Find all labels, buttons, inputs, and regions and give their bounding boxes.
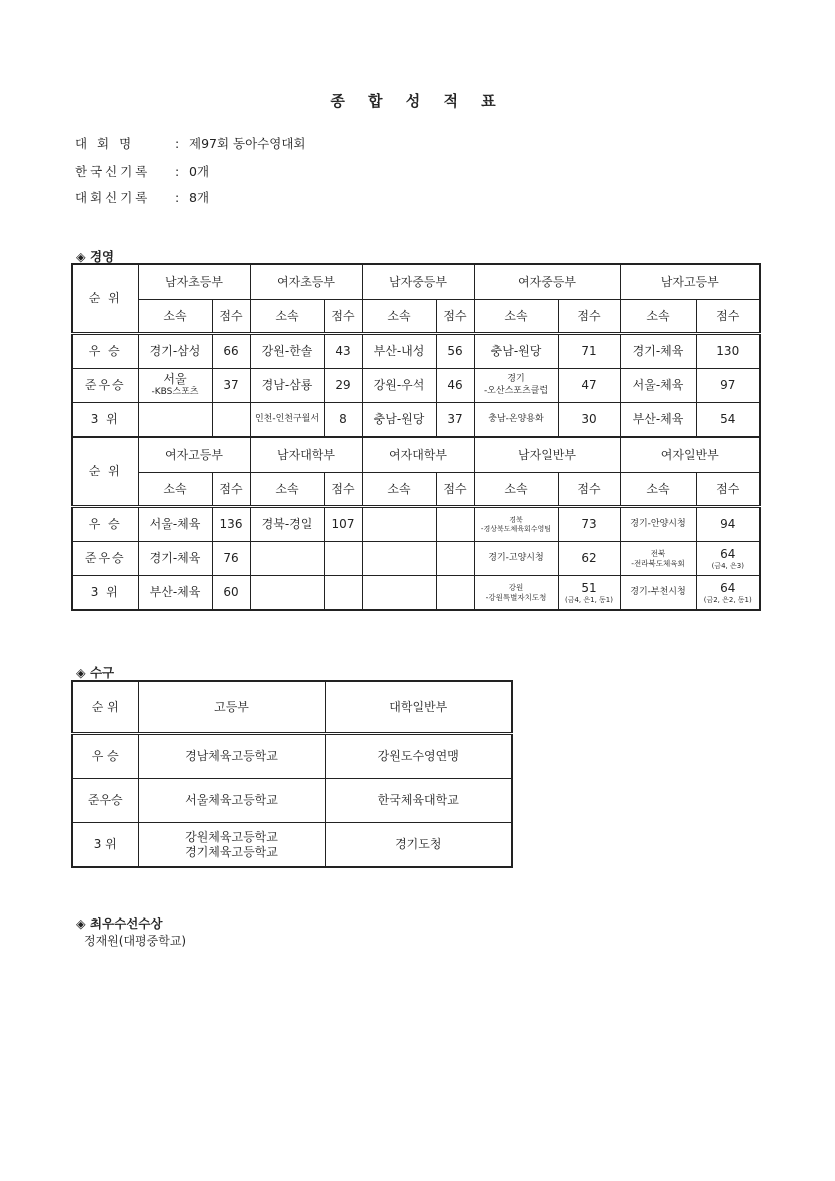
group-header: 남자고등부 bbox=[620, 264, 760, 300]
score-cell bbox=[558, 576, 620, 611]
team-cell: 서울체육고등학교 bbox=[138, 779, 325, 823]
team-cell: 경기-부천시청 bbox=[620, 576, 696, 611]
info-label: 대회신기록 bbox=[75, 190, 151, 205]
team-cell: 경기-체육 bbox=[620, 334, 696, 369]
team-cell: 부산-체육 bbox=[620, 403, 696, 438]
waterpolo-results-table bbox=[71, 680, 513, 868]
score-cell: 60 bbox=[212, 576, 250, 611]
score-cell: 62 bbox=[558, 542, 620, 576]
group-header: 여자중등부 bbox=[474, 264, 620, 300]
score-value: 64 bbox=[720, 580, 736, 595]
info-row-meet-record bbox=[75, 188, 209, 206]
score-cell: 46 bbox=[436, 369, 474, 403]
score-cell bbox=[324, 542, 362, 576]
team-cell: 한국체육대학교 bbox=[325, 779, 512, 823]
mvp-section-title: ◈ 최우수선수상 bbox=[76, 916, 163, 931]
division-header: 대학일반부 bbox=[325, 681, 512, 734]
team-line: 경기체육고등학교 bbox=[185, 844, 278, 859]
score-cell: 54 bbox=[696, 403, 760, 438]
score-header: 점수 bbox=[436, 300, 474, 334]
team-line: 강원 bbox=[508, 583, 524, 593]
team-line: 전북 bbox=[650, 549, 666, 559]
score-cell bbox=[436, 507, 474, 542]
swimming-results-table bbox=[71, 263, 761, 611]
team-cell bbox=[362, 576, 436, 611]
team-cell: 강원도수영연맹 bbox=[325, 734, 512, 779]
score-cell bbox=[696, 542, 760, 576]
score-cell bbox=[436, 576, 474, 611]
group-header: 남자일반부 bbox=[474, 437, 620, 473]
score-cell: 71 bbox=[558, 334, 620, 369]
score-cell: 8 bbox=[324, 403, 362, 438]
team-line: -경상북도체육회수영팀 bbox=[480, 524, 552, 533]
score-header: 점수 bbox=[696, 473, 760, 507]
table-row bbox=[72, 334, 760, 369]
rank-cell: 우 승 bbox=[72, 734, 138, 779]
team-cell bbox=[138, 823, 325, 868]
group-header: 여자일반부 bbox=[620, 437, 760, 473]
table-row bbox=[72, 403, 760, 438]
table-row bbox=[72, 734, 512, 779]
score-cell: 76 bbox=[212, 542, 250, 576]
info-row-korean-record bbox=[75, 162, 209, 180]
info-label: 한국신기록 bbox=[75, 164, 151, 179]
score-cell: 47 bbox=[558, 369, 620, 403]
score-value: 64 bbox=[720, 546, 736, 561]
score-header: 점수 bbox=[212, 300, 250, 334]
group-header: 남자중등부 bbox=[362, 264, 474, 300]
team-header: 소속 bbox=[474, 473, 558, 507]
rank-cell: 준우승 bbox=[72, 779, 138, 823]
info-colon: : bbox=[175, 190, 180, 205]
group-header: 여자대학부 bbox=[362, 437, 474, 473]
team-cell bbox=[362, 507, 436, 542]
info-value: 8개 bbox=[189, 190, 210, 205]
team-header: 소속 bbox=[362, 473, 436, 507]
team-line: -전라북도체육회 bbox=[631, 558, 685, 568]
score-value: 51 bbox=[581, 580, 597, 595]
team-line: -강원특별자치도청 bbox=[485, 592, 547, 602]
waterpolo-section-title: ◈ 수구 bbox=[76, 665, 115, 680]
mvp-name: 정재원(대평중학교) bbox=[84, 934, 187, 948]
group-header: 여자고등부 bbox=[138, 437, 250, 473]
rank-header: 순 위 bbox=[72, 437, 138, 507]
score-cell: 97 bbox=[696, 369, 760, 403]
table-row bbox=[72, 542, 760, 576]
team-header: 소속 bbox=[250, 473, 324, 507]
score-header: 점수 bbox=[696, 300, 760, 334]
rank-cell: 우 승 bbox=[72, 507, 138, 542]
medal-count: (금4, 은1, 동1) bbox=[564, 595, 613, 604]
rank-cell: 준우승 bbox=[72, 542, 138, 576]
swimming-section-title: ◈ 경영 bbox=[76, 249, 115, 264]
division-header: 고등부 bbox=[138, 681, 325, 734]
score-cell: 43 bbox=[324, 334, 362, 369]
team-cell bbox=[138, 369, 212, 403]
team-line: 경기 bbox=[507, 374, 525, 385]
team-header: 소속 bbox=[474, 300, 558, 334]
team-cell: 부산-내성 bbox=[362, 334, 436, 369]
score-cell: 107 bbox=[324, 507, 362, 542]
info-value: 0개 bbox=[189, 164, 210, 179]
score-cell: 66 bbox=[212, 334, 250, 369]
group-header: 남자초등부 bbox=[138, 264, 250, 300]
team-line: -오산스포츠클럽 bbox=[483, 385, 549, 396]
team-cell bbox=[474, 507, 558, 542]
score-header: 점수 bbox=[324, 300, 362, 334]
medal-count: (금2, 은2, 동1) bbox=[703, 595, 752, 604]
team-header: 소속 bbox=[138, 473, 212, 507]
team-header: 소속 bbox=[362, 300, 436, 334]
team-cell: 경남-삼룡 bbox=[250, 369, 324, 403]
table-row bbox=[72, 779, 512, 823]
table-row bbox=[72, 369, 760, 403]
score-header: 점수 bbox=[436, 473, 474, 507]
rank-cell: 우 승 bbox=[72, 334, 138, 369]
medal-count: (금4, 은3) bbox=[711, 561, 744, 570]
team-cell: 서울-체육 bbox=[620, 369, 696, 403]
team-cell bbox=[138, 403, 212, 438]
team-cell: 경기도청 bbox=[325, 823, 512, 868]
team-cell bbox=[250, 576, 324, 611]
team-cell: 강원-한솔 bbox=[250, 334, 324, 369]
table-row bbox=[72, 576, 760, 611]
team-line: 강원체육고등학교 bbox=[185, 829, 278, 844]
team-cell bbox=[250, 542, 324, 576]
team-cell: 충남-원당 bbox=[362, 403, 436, 438]
group-header: 남자대학부 bbox=[250, 437, 362, 473]
info-label: 대 회 명 bbox=[75, 136, 135, 151]
score-cell: 30 bbox=[558, 403, 620, 438]
rank-header: 순 위 bbox=[72, 264, 138, 334]
team-cell: 경기-안양시청 bbox=[620, 507, 696, 542]
score-header: 점수 bbox=[558, 300, 620, 334]
team-line: -KBS스포츠 bbox=[151, 387, 199, 398]
team-header: 소속 bbox=[250, 300, 324, 334]
team-cell: 인천-인천구월서 bbox=[250, 403, 324, 438]
team-cell: 경기-체육 bbox=[138, 542, 212, 576]
info-colon: : bbox=[175, 164, 180, 179]
team-cell bbox=[474, 576, 558, 611]
score-header: 점수 bbox=[558, 473, 620, 507]
team-line: 경북 bbox=[509, 515, 523, 524]
team-cell: 충남-원당 bbox=[474, 334, 558, 369]
score-cell: 130 bbox=[696, 334, 760, 369]
score-cell: 73 bbox=[558, 507, 620, 542]
page-title: 종 합 성 적 표 bbox=[330, 92, 505, 110]
team-line: 서울 bbox=[163, 372, 187, 387]
rank-cell: 준우승 bbox=[72, 369, 138, 403]
team-cell bbox=[474, 369, 558, 403]
rank-header: 순 위 bbox=[72, 681, 138, 734]
score-cell: 56 bbox=[436, 334, 474, 369]
score-cell: 37 bbox=[212, 369, 250, 403]
score-header: 점수 bbox=[324, 473, 362, 507]
table-row bbox=[72, 823, 512, 868]
score-cell: 29 bbox=[324, 369, 362, 403]
info-row-meet-name bbox=[75, 134, 305, 152]
team-cell: 부산-체육 bbox=[138, 576, 212, 611]
rank-cell: 3 위 bbox=[72, 823, 138, 868]
rank-cell: 3 위 bbox=[72, 576, 138, 611]
team-cell: 경북-경일 bbox=[250, 507, 324, 542]
score-cell bbox=[696, 576, 760, 611]
team-cell bbox=[620, 542, 696, 576]
team-header: 소속 bbox=[138, 300, 212, 334]
score-header: 점수 bbox=[212, 473, 250, 507]
table-row bbox=[72, 507, 760, 542]
score-cell: 136 bbox=[212, 507, 250, 542]
team-cell: 경기-고양시청 bbox=[474, 542, 558, 576]
group-header: 여자초등부 bbox=[250, 264, 362, 300]
team-cell: 강원-우석 bbox=[362, 369, 436, 403]
score-cell bbox=[324, 576, 362, 611]
team-cell: 서울-체육 bbox=[138, 507, 212, 542]
team-cell bbox=[362, 542, 436, 576]
score-cell: 94 bbox=[696, 507, 760, 542]
rank-cell: 3 위 bbox=[72, 403, 138, 438]
team-cell: 경남체육고등학교 bbox=[138, 734, 325, 779]
team-cell: 경기-삼성 bbox=[138, 334, 212, 369]
info-colon: : bbox=[175, 136, 180, 151]
score-cell: 37 bbox=[436, 403, 474, 438]
team-cell: 충남-온양용화 bbox=[474, 403, 558, 438]
team-header: 소속 bbox=[620, 473, 696, 507]
info-value: 제97회 동아수영대회 bbox=[189, 136, 306, 151]
score-cell bbox=[212, 403, 250, 438]
score-cell bbox=[436, 542, 474, 576]
team-header: 소속 bbox=[620, 300, 696, 334]
